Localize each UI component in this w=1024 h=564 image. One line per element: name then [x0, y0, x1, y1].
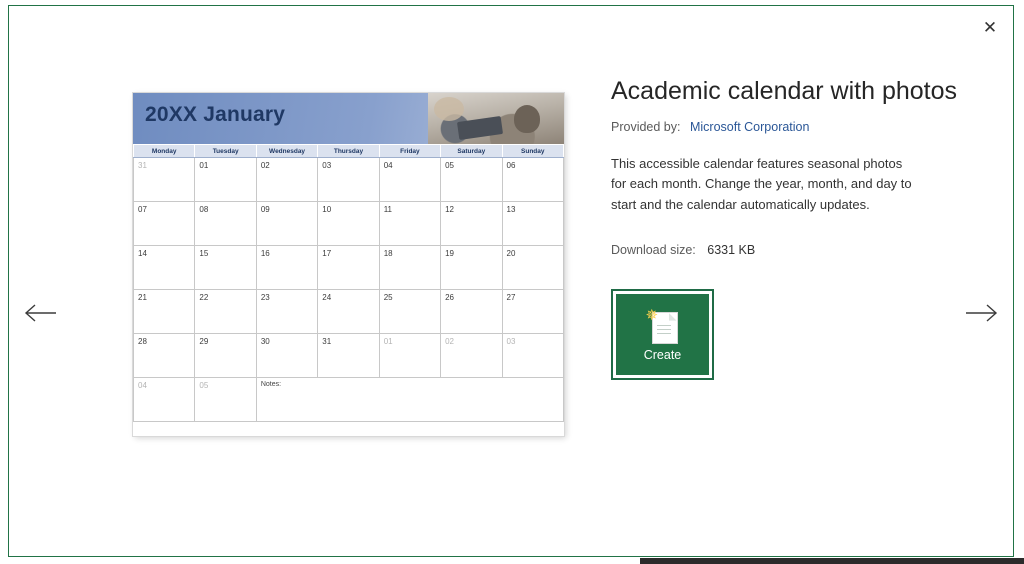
calendar-day-cell: 15: [195, 246, 256, 290]
weekday-header: Tuesday: [195, 145, 256, 158]
sparkle-icon: ✵: [645, 306, 659, 324]
arrow-left-icon: [24, 302, 58, 324]
calendar-day-cell: 21: [134, 290, 195, 334]
page-title: Academic calendar with photos: [611, 77, 958, 105]
calendar-day-cell: 26: [441, 290, 502, 334]
calendar-day-cell: 27: [502, 290, 563, 334]
calendar-week-row: [134, 158, 564, 202]
calendar-day-cell: 14: [134, 246, 195, 290]
calendar-day-cell: 05: [441, 158, 502, 202]
calendar-day-cell: 25: [379, 290, 440, 334]
template-preview-dialog: [8, 5, 1014, 557]
desktop-edge-strip: [640, 558, 1024, 564]
calendar-month-title: 20XX January: [145, 103, 286, 126]
calendar-day-cell: 06: [502, 158, 563, 202]
template-preview-image: [133, 93, 564, 436]
calendar-week-row: [134, 378, 564, 422]
photo-shape-dark: [457, 116, 503, 140]
download-size-value: 6331 KB: [707, 243, 756, 258]
close-icon: ✕: [982, 17, 998, 37]
weekday-header: Wednesday: [256, 145, 317, 158]
template-details-pane: [611, 78, 971, 380]
photo-shape-light: [434, 97, 464, 121]
calendar-day-cell: 08: [195, 202, 256, 246]
weekday-header: Saturday: [441, 145, 502, 158]
weekday-header: Sunday: [502, 145, 563, 158]
calendar-grid: [133, 144, 564, 422]
calendar-day-cell: 23: [256, 290, 317, 334]
create-button[interactable]: [616, 294, 709, 375]
calendar-day-cell: 01: [195, 158, 256, 202]
calendar-day-cell: 30: [256, 334, 317, 378]
weekday-header: Thursday: [318, 145, 379, 158]
calendar-day-cell: 16: [256, 246, 317, 290]
calendar-day-cell: 02: [441, 334, 502, 378]
document-line: [657, 329, 671, 330]
calendar-header-row: [134, 145, 564, 158]
calendar-day-cell: 03: [502, 334, 563, 378]
download-size-label: Download size:: [611, 243, 696, 258]
calendar-day-cell: 29: [195, 334, 256, 378]
new-document-icon: [646, 308, 680, 346]
calendar-day-cell: 04: [134, 378, 195, 422]
calendar-day-cell: 04: [379, 158, 440, 202]
provider-label: Provided by:: [611, 119, 681, 134]
calendar-notes-cell: Notes:: [256, 378, 563, 422]
calendar-day-cell: 20: [502, 246, 563, 290]
document-line: [657, 333, 671, 334]
calendar-day-cell: 28: [134, 334, 195, 378]
document-fold: [669, 313, 677, 321]
provider-row: [611, 120, 971, 134]
weekday-header: Monday: [134, 145, 195, 158]
create-button-label: Create: [643, 347, 682, 362]
calendar-day-cell: 22: [195, 290, 256, 334]
document-line: [657, 325, 671, 326]
calendar-day-cell: 19: [441, 246, 502, 290]
calendar-day-cell: 12: [441, 202, 502, 246]
calendar-day-cell: 09: [256, 202, 317, 246]
download-size-row: [611, 243, 971, 257]
calendar-day-cell: 31: [318, 334, 379, 378]
calendar-day-cell: 24: [318, 290, 379, 334]
calendar-week-row: [134, 290, 564, 334]
calendar-photo: [428, 93, 564, 144]
calendar-day-cell: 02: [256, 158, 317, 202]
close-button[interactable]: [973, 12, 1007, 42]
calendar-day-cell: 13: [502, 202, 563, 246]
previous-template-button[interactable]: [21, 296, 61, 330]
calendar-week-row: [134, 202, 564, 246]
calendar-week-row: [134, 334, 564, 378]
calendar-week-row: [134, 246, 564, 290]
calendar-banner: [133, 93, 564, 144]
calendar-day-cell: 03: [318, 158, 379, 202]
calendar-day-cell: 11: [379, 202, 440, 246]
calendar-day-cell: 31: [134, 158, 195, 202]
photo-shape-mid: [514, 105, 540, 133]
calendar-day-cell: 07: [134, 202, 195, 246]
template-description: This accessible calendar features seasonal photos for each month. Change the year, month, and day to start and the calendar automatically updates.: [611, 155, 912, 212]
calendar-day-cell: 17: [318, 246, 379, 290]
calendar-day-cell: 05: [195, 378, 256, 422]
weekday-header: Friday: [379, 145, 440, 158]
create-button-focus-ring: [611, 289, 714, 380]
calendar-day-cell: 01: [379, 334, 440, 378]
calendar-day-cell: 10: [318, 202, 379, 246]
calendar-day-cell: 18: [379, 246, 440, 290]
provider-link[interactable]: Microsoft Corporation: [689, 119, 810, 134]
